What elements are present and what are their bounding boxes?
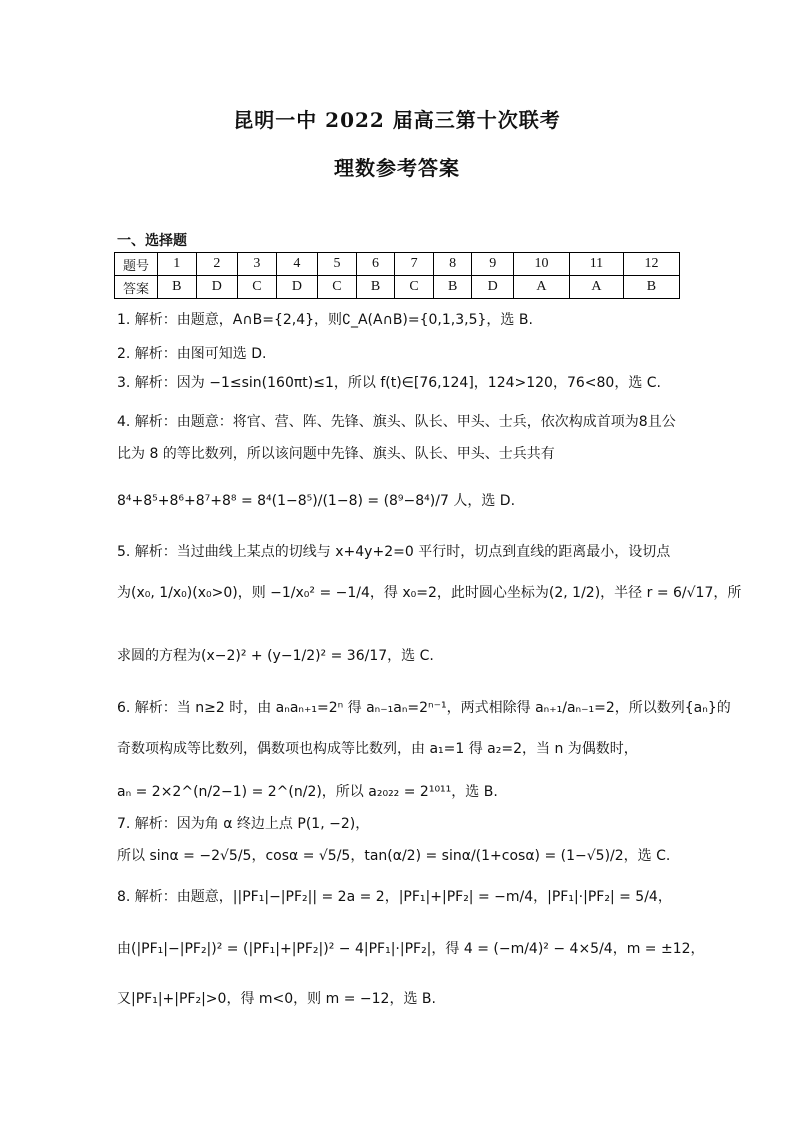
- table-cell: D: [196, 276, 238, 299]
- row-header: 答案: [115, 276, 158, 299]
- table-row: [115, 253, 680, 276]
- table-cell: C: [238, 276, 277, 299]
- table-cell: B: [433, 276, 472, 299]
- section-heading: 一、选择题: [117, 233, 187, 249]
- solution-line: 奇数项构成等比数列，偶数项也构成等比数列，由 a₁=1 得 a₂=2，当 n 为偶数时，: [117, 741, 638, 757]
- table-cell: 2: [196, 253, 238, 276]
- solution-line: 8⁴+8⁵+8⁶+8⁷+8⁸ = 8⁴(1−8⁵)/(1−8) = (8⁹−8⁴)/7 人，选 D.: [117, 493, 516, 509]
- solution-line: 由(|PF₁|−|PF₂|)² = (|PF₁|+|PF₂|)² − 4|PF₁|·|PF₂|，得 4 = (−m/4)² − 4×5/4，m = ±12，: [117, 941, 705, 957]
- table-cell: C: [395, 276, 434, 299]
- table-cell: C: [318, 276, 357, 299]
- solution-line: 又|PF₁|+|PF₂|>0，得 m<0，则 m = −12，选 B.: [117, 991, 436, 1007]
- table-cell: 3: [238, 253, 277, 276]
- table-cell: A: [569, 276, 623, 299]
- table-cell: 10: [513, 253, 569, 276]
- table-cell: 12: [623, 253, 679, 276]
- table-cell: 8: [433, 253, 472, 276]
- solution-line: 1. 解析：由题意，A∩B={2,4}，则∁_A(A∩B)={0,1,3,5}，选 B.: [117, 312, 533, 328]
- solution-line: 2. 解析：由图可知选 D.: [117, 346, 267, 362]
- solution-line: 3. 解析：因为 −1≤sin(160πt)≤1，所以 f(t)∈[76,124]，124>120，76<80，选 C.: [117, 375, 661, 391]
- table-cell: 4: [276, 253, 318, 276]
- solution-line: 6. 解析：当 n≥2 时，由 aₙaₙ₊₁=2ⁿ 得 aₙ₋₁aₙ=2ⁿ⁻¹，两式相除得 aₙ₊₁/aₙ₋₁=2，所以数列{aₙ}的: [117, 700, 731, 716]
- page-title: 昆明一中 2022 届高三第十次联考: [233, 108, 561, 132]
- table-cell: 7: [395, 253, 434, 276]
- page-subtitle: 理数参考答案: [334, 156, 460, 180]
- table-cell: B: [158, 276, 197, 299]
- answer-table: [114, 252, 680, 299]
- table-row: [115, 276, 680, 299]
- table-cell: 11: [569, 253, 623, 276]
- table-cell: B: [623, 276, 679, 299]
- table-cell: 9: [472, 253, 514, 276]
- solution-line: 比为 8 的等比数列，所以该问题中先锋、旗头、队长、甲头、士兵共有: [117, 446, 555, 462]
- solution-line: 5. 解析：当过曲线上某点的切线与 x+4y+2=0 平行时，切点到直线的距离最小，设切点: [117, 544, 671, 560]
- solution-line: 所以 sinα = −2√5/5，cosα = √5/5，tan(α/2) = sinα/(1+cosα) = (1−√5)/2，选 C.: [117, 848, 671, 864]
- table-cell: 6: [356, 253, 395, 276]
- solution-line: 7. 解析：因为角 α 终边上点 P(1, −2)，: [117, 816, 370, 832]
- solution-line: 4. 解析：由题意：将官、营、阵、先锋、旗头、队长、甲头、士兵，依次构成首项为8且公: [117, 414, 676, 430]
- solution-line: 求圆的方程为(x−2)² + (y−1/2)² = 36/17，选 C.: [117, 648, 434, 664]
- row-header: 题号: [115, 253, 158, 276]
- table-cell: B: [356, 276, 395, 299]
- table-cell: D: [472, 276, 514, 299]
- solution-line: aₙ = 2×2^(n/2−1) = 2^(n/2)，所以 a₂₀₂₂ = 2¹⁰¹¹，选 B.: [117, 784, 498, 800]
- solution-line: 为(x₀, 1/x₀)(x₀>0)，则 −1/x₀² = −1/4，得 x₀=2，此时圆心坐标为(2, 1/2)，半径 r = 6/√17，所: [117, 585, 742, 601]
- table-cell: A: [513, 276, 569, 299]
- solution-line: 8. 解析：由题意，||PF₁|−|PF₂|| = 2a = 2，|PF₁|+|PF₂| = −m/4，|PF₁|·|PF₂| = 5/4，: [117, 889, 672, 905]
- table-cell: D: [276, 276, 318, 299]
- table-cell: 1: [158, 253, 197, 276]
- table-cell: 5: [318, 253, 357, 276]
